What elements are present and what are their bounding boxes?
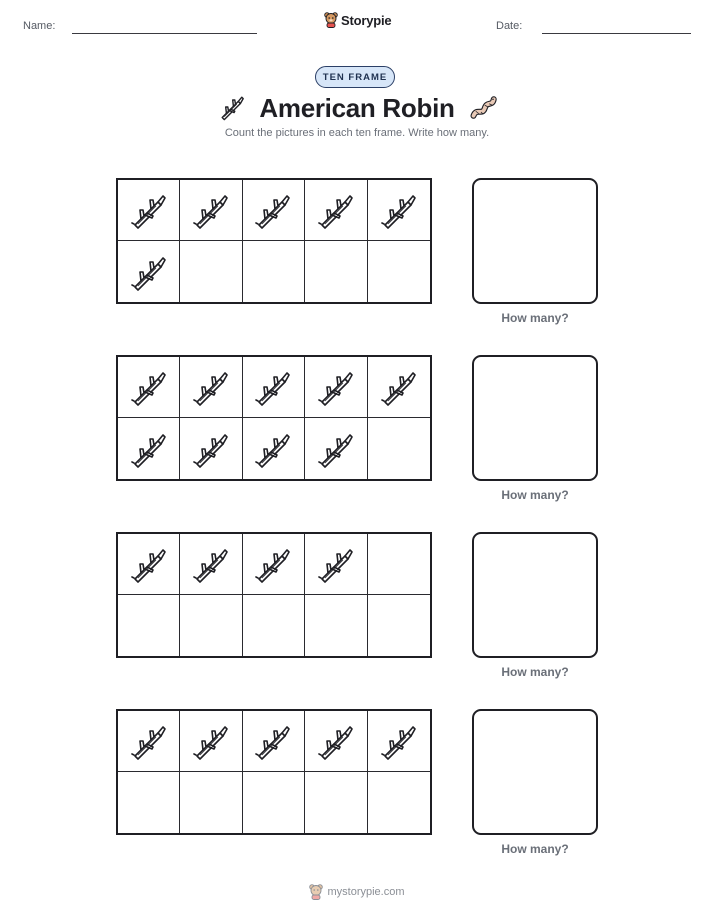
how-many-label: How many? [501,665,569,679]
ten-frame-cell [118,180,180,241]
twig-icon [191,721,231,761]
title-row [0,90,714,126]
ten-frame-badge: TEN FRAME [315,66,395,88]
twig-icon [129,721,169,761]
twig-icon [191,429,231,469]
ten-frame-cell [243,772,305,833]
twig-icon [253,544,293,584]
twig-icon [129,252,169,292]
name-line[interactable] [72,33,257,34]
twig-icon [253,190,293,230]
twig-icon [129,190,169,230]
ten-frame-cell [368,180,430,241]
how-many-label: How many? [501,311,569,325]
ten-frame-cell [118,772,180,833]
ten-frame-cell [180,418,242,479]
worksheet-header [0,0,714,50]
ten-frame-cell [305,357,367,418]
twig-icon [253,367,293,407]
ten-frame-cell [180,711,242,772]
answer-box[interactable] [472,709,598,835]
twig-icon [379,367,419,407]
ten-frame-cell [243,595,305,656]
ten-frame-cell [368,595,430,656]
page-title: American Robin [259,93,455,123]
ten-frame [116,178,432,304]
ten-frame-cell [305,772,367,833]
twig-icon [191,544,231,584]
ten-frame-cell [180,180,242,241]
twig-icon [316,721,356,761]
ten-frame-cell [305,241,367,302]
twig-icon [379,190,419,230]
twig-icon [379,721,419,761]
ten-frame-cell [243,418,305,479]
ten-frame-cell [243,241,305,302]
ten-frame-cell [118,595,180,656]
ten-frame-cell [305,711,367,772]
ten-frame-cell [368,357,430,418]
ten-frame-cell [305,180,367,241]
ten-frame-cell [180,357,242,418]
date-line[interactable] [542,33,691,34]
instructions: Count the pictures in each ten frame. Write how many. [224,127,490,139]
twig-icon [191,190,231,230]
brand-name: Storypie [341,12,392,28]
ten-frame-cell [368,534,430,595]
ten-frame-cell [243,534,305,595]
answer-box[interactable] [472,532,598,658]
ten-frame-cell [243,180,305,241]
ten-frame [116,709,432,835]
twig-icon [253,721,293,761]
ten-frame-cell [305,418,367,479]
ten-frame-cell [180,241,242,302]
worm-icon [469,91,499,121]
twig-icon [129,429,169,469]
bear-mascot-icon [324,12,338,28]
bear-mascot-icon [309,884,323,900]
answer-box[interactable] [472,178,598,304]
ten-frame-cell [118,534,180,595]
how-many-label: How many? [501,842,569,856]
twig-icon [129,544,169,584]
twig-icon [316,544,356,584]
footer [0,884,714,900]
twig-icon [191,367,231,407]
ten-frame-cell [180,534,242,595]
ten-frame-cell [368,241,430,302]
ten-frame [116,532,432,658]
ten-frame-cell [305,534,367,595]
ten-frame-cell [368,711,430,772]
twig-icon [316,190,356,230]
brand-logo [324,12,391,28]
ten-frame-cell [118,357,180,418]
ten-frame-cell [180,772,242,833]
ten-frame-cell [118,241,180,302]
answer-box[interactable] [472,355,598,481]
twig-icon [253,429,293,469]
ten-frame [116,355,432,481]
ten-frame-cell [118,418,180,479]
twig-icon [316,429,356,469]
how-many-label: How many? [501,488,569,502]
footer-url: mystorypie.com [327,886,405,898]
twig-icon [129,367,169,407]
ten-frame-cell [180,595,242,656]
ten-frame-cell [368,772,430,833]
ten-frame-cell [368,418,430,479]
date-label: Date: [496,20,523,32]
ten-frame-cell [243,357,305,418]
ten-frame-cell [118,711,180,772]
ten-frame-cell [243,711,305,772]
name-label: Name: [23,20,56,32]
twig-icon [316,367,356,407]
twig-icon [218,93,246,121]
ten-frame-cell [305,595,367,656]
